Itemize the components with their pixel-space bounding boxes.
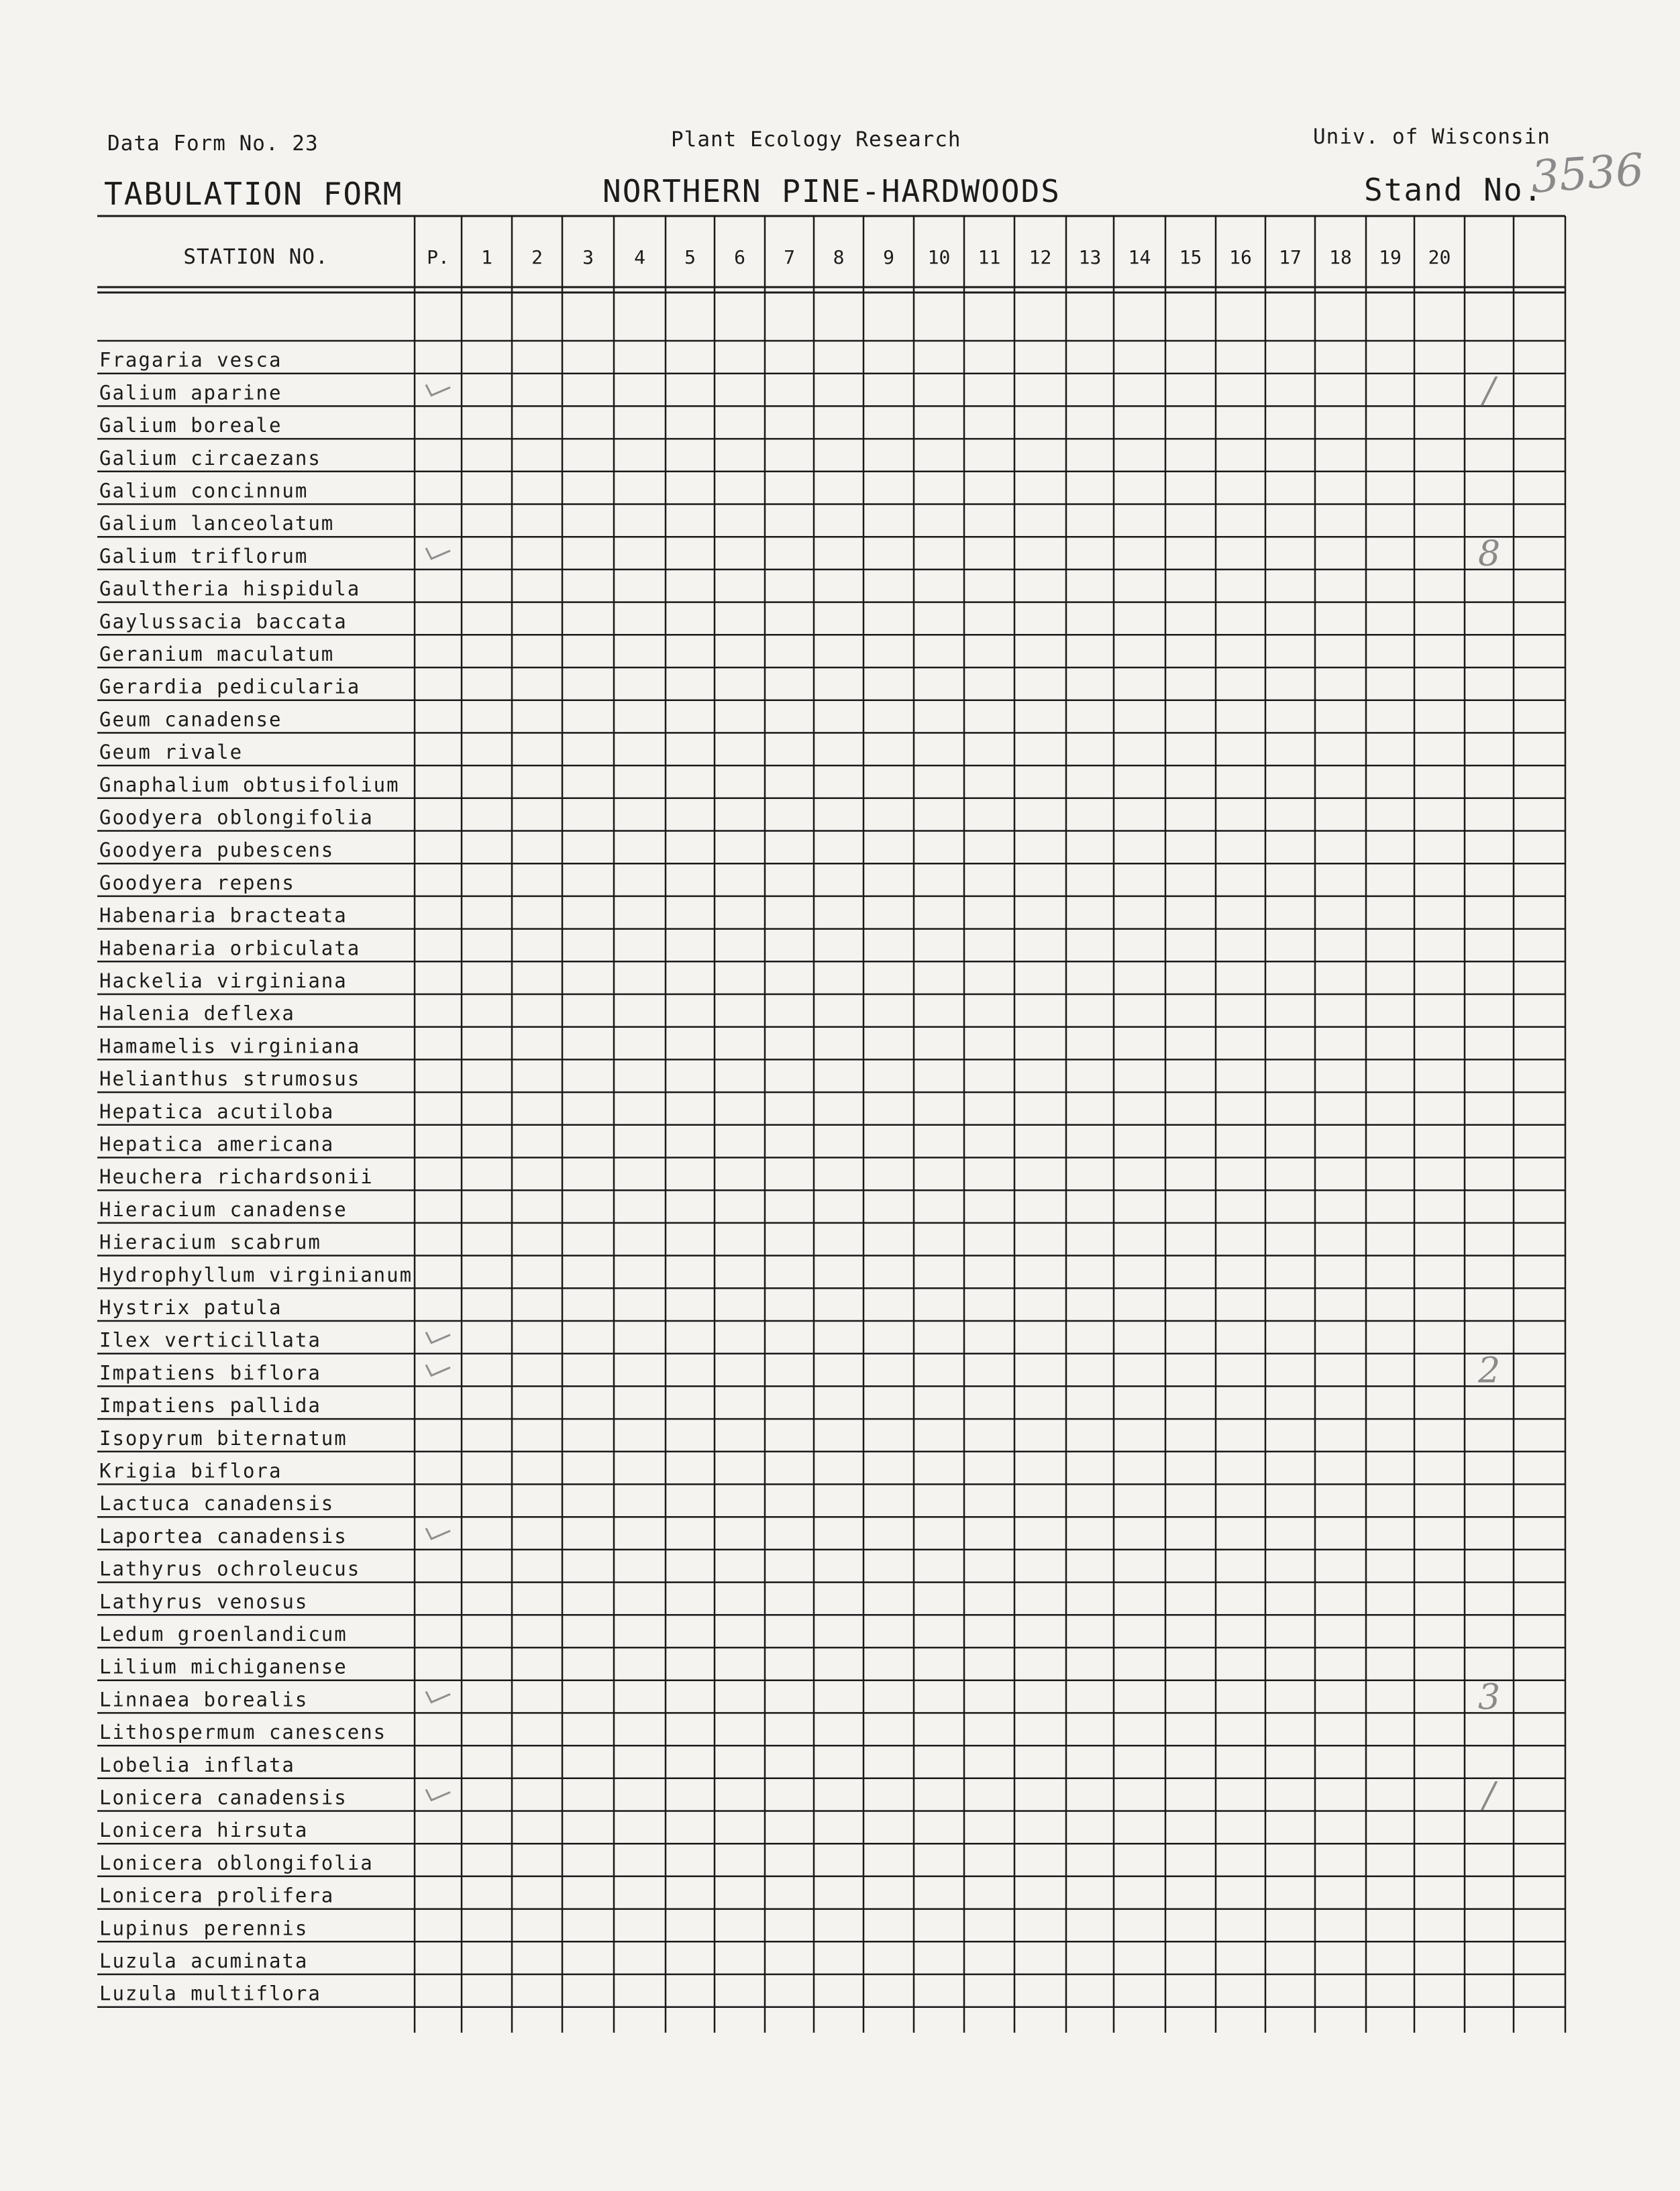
check-mark-icon (426, 1790, 450, 1801)
station-number-7: 7 (784, 246, 795, 268)
species-name: Lonicera hirsuta (99, 1819, 309, 1842)
species-name: Halenia deflexa (99, 1002, 295, 1025)
species-name: Lathyrus ochroleucus (99, 1557, 361, 1581)
station-number-2: 2 (531, 246, 543, 268)
station-number-12: 12 (1029, 246, 1052, 268)
tally-count: 2 (1477, 1350, 1501, 1391)
station-number-16: 16 (1229, 246, 1252, 268)
station-number-20: 20 (1428, 246, 1451, 268)
research-title: Plant Ecology Research (671, 127, 961, 152)
species-name: Krigia biflora (99, 1459, 282, 1483)
stand-number: 3536 (1529, 144, 1646, 203)
species-name: Gaultheria hispidula (99, 577, 361, 600)
university-name: Univ. of Wisconsin (1313, 125, 1551, 149)
species-name: Lilium michiganense (99, 1655, 348, 1678)
species-name: Gerardia pedicularia (99, 675, 361, 698)
species-name: Ilex verticillata (99, 1328, 321, 1352)
species-name: Lobelia inflata (99, 1753, 295, 1776)
station-number-13: 13 (1078, 246, 1102, 268)
station-header: STATION NO. (183, 245, 329, 269)
species-name: Galium boreale (99, 414, 282, 437)
station-number-1: 1 (481, 246, 492, 268)
species-name: Impatiens pallida (99, 1394, 321, 1418)
species-name: Galium circaezans (99, 446, 321, 470)
presence-header: P. (427, 246, 450, 268)
station-number-19: 19 (1379, 246, 1402, 268)
species-name: Lithospermum canescens (99, 1721, 387, 1744)
station-number-3: 3 (582, 246, 594, 268)
species-name: Lactuca canadensis (99, 1492, 335, 1515)
station-number-5: 5 (684, 246, 696, 268)
species-name: Luzula multiflora (99, 1982, 321, 2005)
species-name: Ledum groenlandicum (99, 1623, 348, 1646)
species-name: Goodyera repens (99, 871, 295, 894)
species-name: Goodyera pubescens (99, 839, 335, 862)
species-name: Galium triflorum (99, 544, 309, 568)
species-name: Laportea canadensis (99, 1524, 348, 1548)
species-name: Hieracium canadense (99, 1197, 348, 1221)
species-name: Goodyera oblongifolia (99, 806, 374, 829)
species-name: Gnaphalium obtusifolium (99, 773, 400, 796)
species-name: Hepatica americana (99, 1132, 335, 1156)
species-name: Hystrix patula (99, 1296, 282, 1319)
stand-label: Stand No. (1364, 172, 1544, 208)
species-name: Galium lanceolatum (99, 512, 335, 535)
check-mark-icon (426, 384, 450, 395)
form-number: Data Form No. 23 (107, 131, 319, 156)
station-number-17: 17 (1279, 246, 1302, 268)
species-name: Lonicera prolifera (99, 1884, 335, 1907)
species-name: Heuchera richardsonii (99, 1165, 374, 1189)
check-mark-icon (426, 1691, 450, 1702)
species-name: Fragaria vesca (99, 348, 282, 372)
check-mark-icon (426, 1332, 450, 1343)
species-name: Geranium maculatum (99, 643, 335, 665)
species-name: Lathyrus venosus (99, 1590, 309, 1613)
species-name: Geum rivale (99, 741, 244, 764)
station-number-9: 9 (883, 246, 894, 268)
station-number-14: 14 (1128, 246, 1151, 268)
species-name: Gaylussacia baccata (99, 610, 348, 633)
species-name: Helianthus strumosus (99, 1067, 361, 1091)
species-name: Galium aparine (99, 381, 282, 405)
station-number-18: 18 (1329, 246, 1352, 268)
tally-count: / (1483, 370, 1495, 411)
check-mark-icon (426, 1528, 450, 1539)
species-name: Galium concinnum (99, 479, 309, 502)
species-name: Linnaea borealis (99, 1688, 309, 1711)
station-number-6: 6 (734, 246, 745, 268)
tally-count: / (1483, 1775, 1495, 1816)
check-mark-icon (426, 548, 450, 559)
species-name: Habenaria bracteata (99, 904, 348, 927)
check-mark-icon (426, 1365, 450, 1375)
station-number-8: 8 (833, 246, 845, 268)
form-title: TABULATION FORM (104, 176, 403, 212)
species-name: Lonicera oblongifolia (99, 1851, 374, 1874)
species-name: Hieracium scabrum (99, 1230, 321, 1254)
tally-count: 8 (1477, 533, 1501, 574)
station-number-4: 4 (634, 246, 645, 268)
species-name: Habenaria orbiculata (99, 937, 361, 960)
tally-count: 3 (1477, 1677, 1501, 1718)
species-name: Luzula acuminata (99, 1949, 309, 1972)
species-name: Isopyrum biternatum (99, 1426, 348, 1450)
station-number-15: 15 (1179, 246, 1202, 268)
species-name: Hepatica acutiloba (99, 1100, 335, 1123)
species-name: Hackelia virginiana (99, 969, 348, 992)
species-name: Impatiens biflora (99, 1361, 321, 1385)
species-name: Hamamelis virginiana (99, 1034, 361, 1058)
community-title: NORTHERN PINE-HARDWOODS (602, 173, 1061, 209)
species-name: Hydrophyllum virginianum (99, 1263, 413, 1287)
species-name: Lonicera canadensis (99, 1786, 348, 1809)
station-number-10: 10 (927, 246, 951, 268)
station-number-11: 11 (978, 246, 1001, 268)
species-name: Geum canadense (99, 708, 282, 731)
species-name: Lupinus perennis (99, 1917, 309, 1940)
